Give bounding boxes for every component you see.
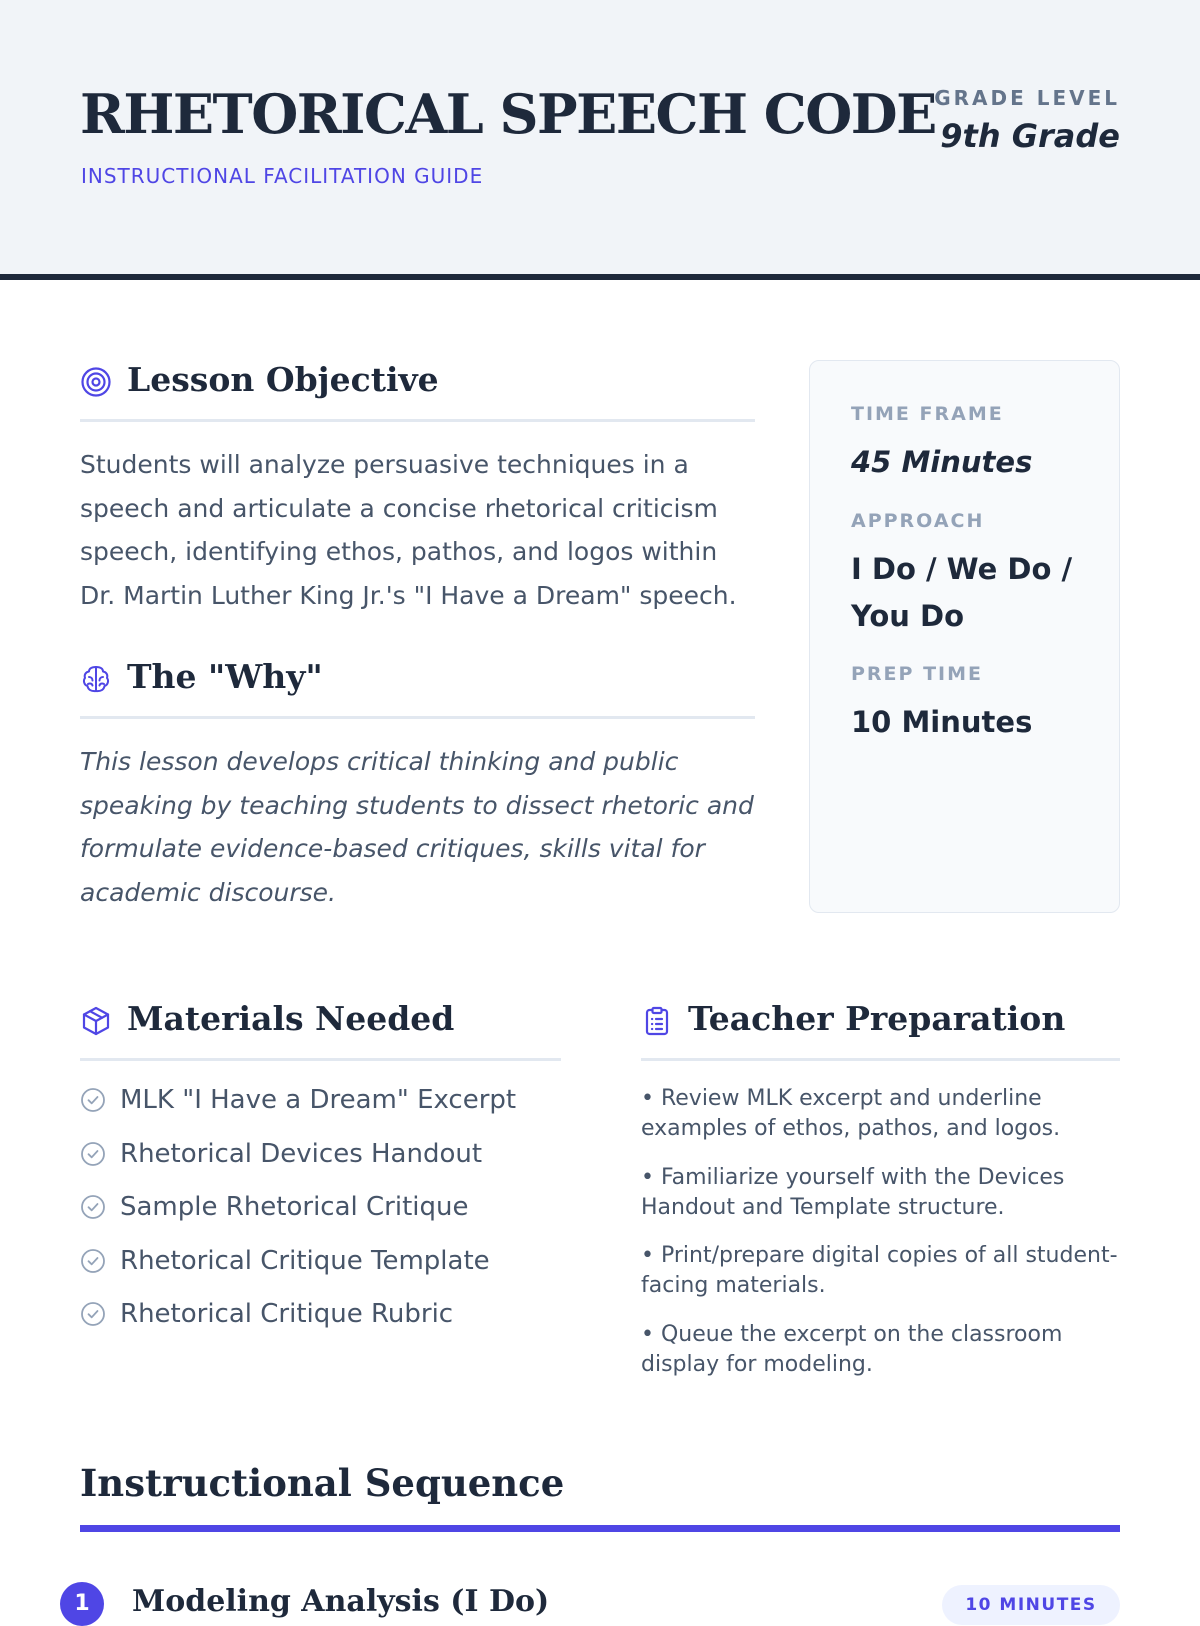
section-heading-label: Teacher Preparation <box>688 999 1066 1038</box>
teacher-prep-heading <box>641 999 1120 1061</box>
step-duration-badge: 10 MINUTES <box>942 1585 1120 1625</box>
approach-value: I Do / We Do / You Do <box>851 552 1073 633</box>
check-circle-icon <box>80 1087 106 1113</box>
prep-time-label: PREP TIME <box>851 663 983 685</box>
document-title: RHETORICAL SPEECH CODE <box>80 82 936 146</box>
step-title: Modeling Analysis (I Do) <box>132 1584 550 1619</box>
check-circle-icon <box>80 1141 106 1167</box>
material-item-text: MLK "I Have a Dream" Excerpt <box>120 1085 517 1115</box>
document-subtitle: INSTRUCTIONAL FACILITATION GUIDE <box>81 164 484 188</box>
list-item: • Print/prepare digital copies of all student-facing materials. <box>641 1243 1118 1298</box>
material-item-text: Sample Rhetorical Critique <box>120 1192 469 1222</box>
prep-time-value: 10 Minutes <box>851 705 1033 739</box>
section-heading-label: Lesson Objective <box>127 360 439 399</box>
clipboard-icon <box>641 1005 673 1037</box>
why-heading <box>80 657 755 719</box>
material-item-text: Rhetorical Critique Template <box>120 1245 490 1276</box>
time-frame-value: 45 Minutes <box>851 445 1033 479</box>
lesson-info-card <box>809 360 1120 913</box>
check-circle-icon <box>80 1301 106 1327</box>
check-circle-icon <box>80 1194 106 1220</box>
sequence-divider <box>80 1525 1120 1532</box>
why-text: This lesson develops critical thinking and public speaking by teaching students to dissect rhetoric and formulate evidence-based critiques, skills vital for academic discourse. <box>80 747 754 907</box>
list-item <box>80 1294 560 1348</box>
page-header <box>0 0 1200 280</box>
instructional-sequence-heading: Instructional Sequence <box>80 1461 565 1505</box>
list-item: • Familiarize yourself with the Devices Handout and Template structure. <box>641 1164 1065 1220</box>
list-item <box>80 1134 560 1188</box>
check-circle-icon <box>80 1248 106 1274</box>
grade-level-value: 9th Grade <box>940 117 1120 155</box>
grade-level-label: GRADE LEVEL <box>934 86 1120 110</box>
lesson-objective-text: Students will analyze persuasive techniques in a speech and articulate a concise rhetorical criticism speech, identifying ethos, pathos, and logos within Dr. Martin Luther King Jr.'s "I Have a Dream" speech. <box>80 450 737 610</box>
material-item-text: Rhetorical Devices Handout <box>120 1138 483 1169</box>
materials-heading <box>80 999 561 1061</box>
target-icon <box>80 366 112 398</box>
list-item: • Review MLK excerpt and underline examples of ethos, pathos, and logos. <box>641 1086 1061 1141</box>
approach-label: APPROACH <box>851 510 985 532</box>
list-item <box>80 1080 560 1134</box>
lesson-objective-heading <box>80 360 755 422</box>
teacher-prep-list <box>641 1084 1121 1398</box>
brain-icon <box>80 663 112 695</box>
section-heading-label: Materials Needed <box>127 999 455 1038</box>
materials-list <box>80 1080 560 1348</box>
section-heading-label: The "Why" <box>127 657 323 696</box>
list-item: • Queue the excerpt on the classroom display for modeling. <box>641 1321 1063 1377</box>
time-frame-label: TIME FRAME <box>851 403 1004 425</box>
material-item-text: Rhetorical Critique Rubric <box>120 1299 454 1329</box>
step-number-badge: 1 <box>60 1582 104 1626</box>
list-item <box>80 1241 560 1295</box>
list-item <box>80 1187 560 1241</box>
box-icon <box>80 1005 112 1037</box>
